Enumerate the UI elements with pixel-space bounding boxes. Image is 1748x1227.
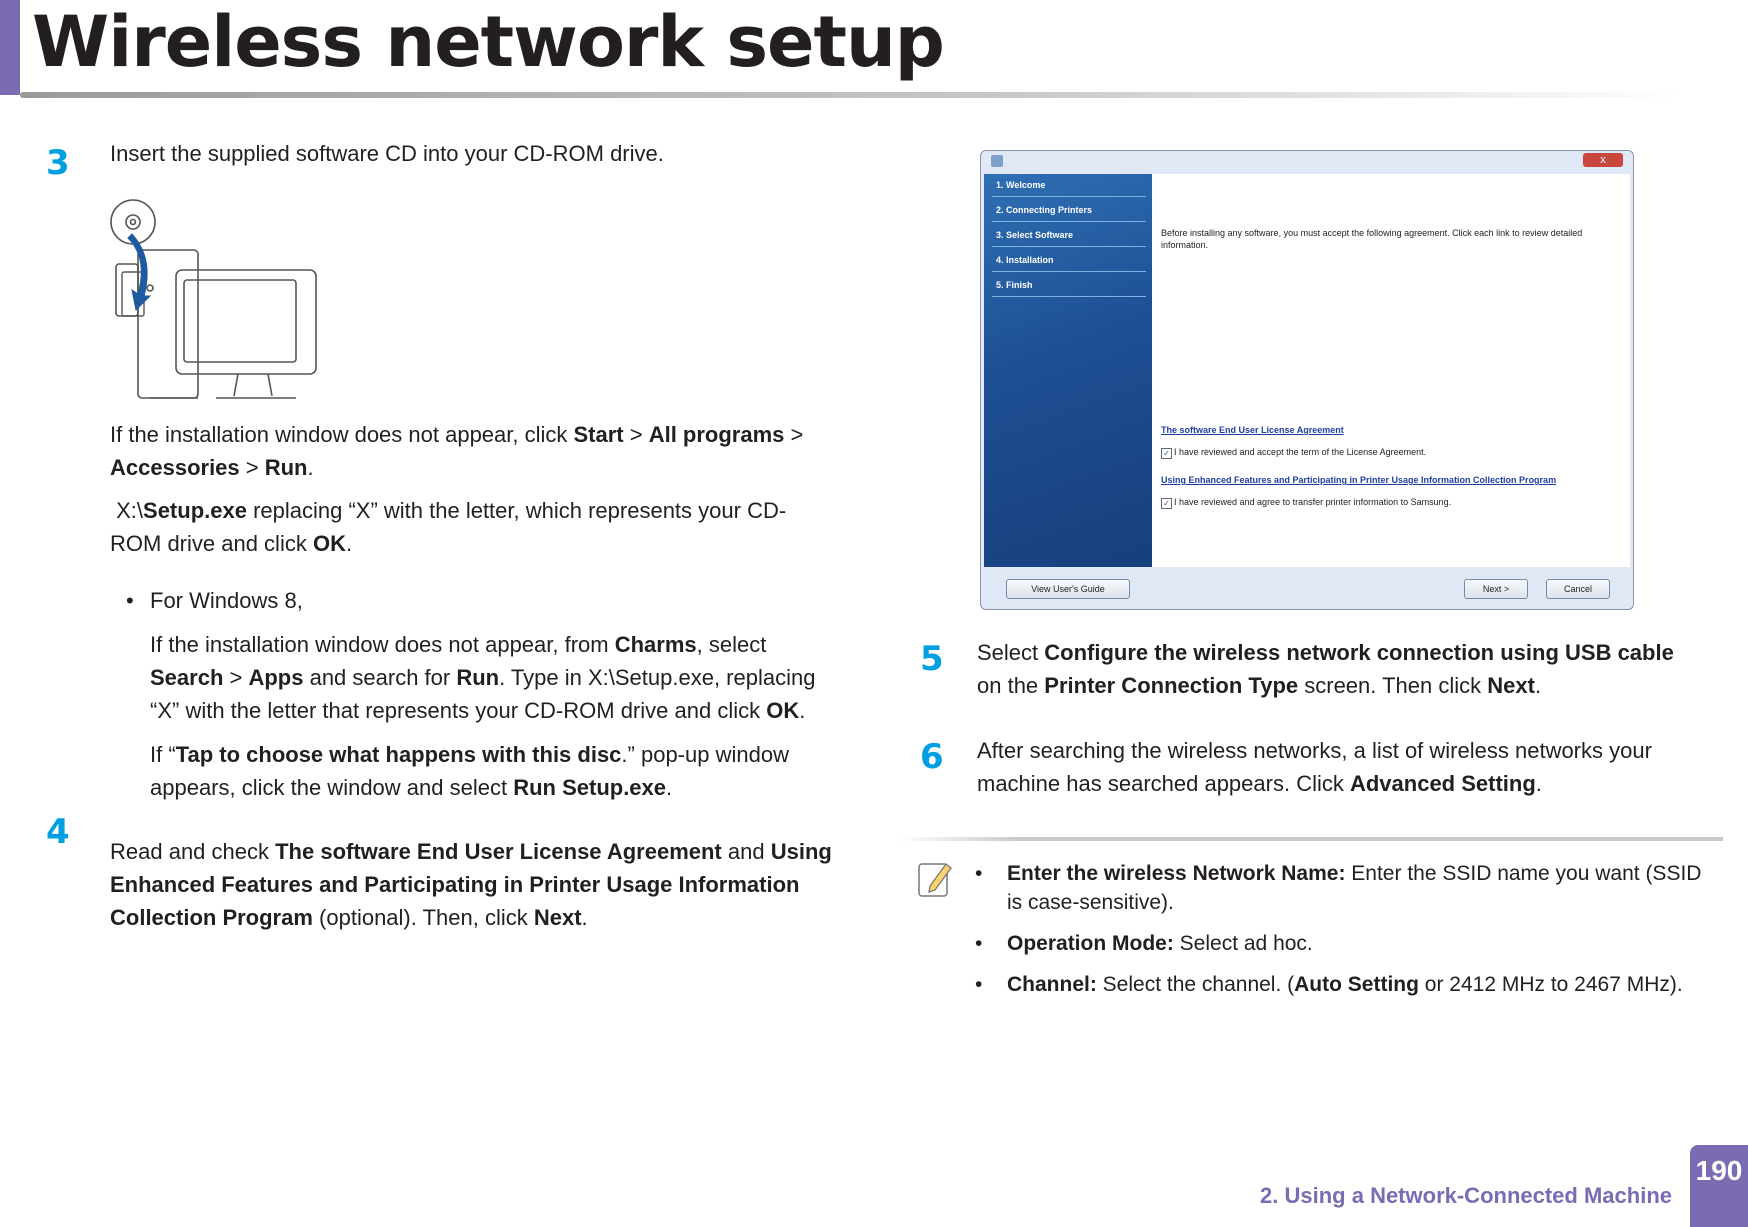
note-item-network-name: • Enter the wireless Network Name: Enter the SSID name you want (SSID is case-sensitive). <box>975 862 1702 914</box>
accessories-label: Accessories <box>110 455 240 480</box>
all-programs-label: All programs <box>648 422 785 447</box>
usage-program-link[interactable]: Using Enhanced Features and Participating in Printer Usage Information Collection Program <box>1161 475 1557 485</box>
note-divider <box>897 837 1723 841</box>
view-users-guide-button[interactable]: View User's Guide <box>1006 579 1130 599</box>
note-item-channel: • Channel: Select the channel. (Auto Setting or 2412 MHz to 2467 MHz). <box>975 973 1683 996</box>
installer-footer <box>984 570 1630 606</box>
step-3-text <box>110 137 860 170</box>
step-5-number: 5 <box>920 639 944 679</box>
setup-exe-label: Setup.exe <box>143 498 247 523</box>
usage-checkbox[interactable]: ✓ I have reviewed and agree to transfer printer information to Samsung. <box>1161 496 1451 509</box>
title-divider <box>20 92 1680 98</box>
note-list <box>975 859 1735 999</box>
start-label: Start <box>573 422 624 447</box>
step-6-number: 6 <box>920 737 944 777</box>
note-pencil-icon <box>916 858 956 900</box>
footer-section-title: 2. Using a Network-Connected Machine <box>1260 1183 1672 1208</box>
installer-intro: Before installing any software, you must accept the following agreement. Click each link to review detailed information. <box>1161 228 1583 250</box>
nav-finish[interactable]: 5. Finish <box>992 274 1146 297</box>
step-3-run-instructions: If the installation window does not appear, click Start > All programs > Accessories > Run. X:\Setup.exe replacing “X” with the letter, which represents your CD- ROM drive and click OK. <box>110 422 804 556</box>
step-6-text: After searching the wireless networks, a list of wireless networks your machine has searched appears. Click Advanced Setting. <box>977 738 1652 796</box>
bullet-icon: • <box>126 588 134 613</box>
window-app-icon <box>991 155 1003 167</box>
nav-installation[interactable]: 4. Installation <box>992 249 1146 272</box>
windows8-block <box>110 584 860 804</box>
note-item-operation-mode: • Operation Mode: Select ad hoc. <box>975 932 1313 955</box>
installer-sidebar <box>984 174 1152 567</box>
next-button[interactable]: Next > <box>1464 579 1528 599</box>
step-5-text: Select Configure the wireless network connection using USB cable on the Printer Connection Type screen. Then click Next. <box>977 640 1674 698</box>
popup-instructions: If “Tap to choose what happens with this disc.” pop-up window appears, click the window and select Run Setup.exe. <box>150 742 789 800</box>
windows8-label: For Windows 8, <box>150 588 303 613</box>
page-number: 190 <box>1690 1145 1748 1227</box>
window-close-button[interactable]: x <box>1583 153 1623 167</box>
checkbox-icon[interactable]: ✓ <box>1161 448 1172 459</box>
installer-window-screenshot <box>980 150 1634 610</box>
windows8-instructions: If the installation window does not appear, from Charms, select Search > Apps and search for Run. Type in X:\Setup.exe, replacing “X” with the letter that represents your CD-ROM drive and click OK. <box>150 632 816 723</box>
header-accent-bar <box>0 0 20 95</box>
page-title: Wireless network setup <box>32 1 944 83</box>
step-4-number: 4 <box>46 812 70 852</box>
nav-connecting-printers[interactable]: 2. Connecting Printers <box>992 199 1146 222</box>
eula-link[interactable]: The software End User License Agreement <box>1161 425 1344 435</box>
cancel-button[interactable]: Cancel <box>1546 579 1610 599</box>
nav-select-software[interactable]: 3. Select Software <box>992 224 1146 247</box>
ok-label: OK <box>312 531 346 556</box>
step-4-text: Read and check The software End User License Agreement and Using Enhanced Features and Participating in Printer Usage Information Collection Program (optional). Then, click Next. <box>110 839 832 930</box>
run-label: Run <box>264 455 308 480</box>
nav-welcome[interactable]: 1. Welcome <box>992 174 1146 197</box>
checkbox-icon[interactable]: ✓ <box>1161 498 1172 509</box>
step-3-number: 3 <box>46 143 70 183</box>
eula-checkbox[interactable]: ✓ I have reviewed and accept the term of the License Agreement. <box>1161 446 1426 459</box>
installer-content <box>1152 174 1630 567</box>
cd-insert-illustration <box>108 198 323 408</box>
step-3-instruction: Insert the supplied software CD into your CD-ROM drive. <box>110 141 664 166</box>
